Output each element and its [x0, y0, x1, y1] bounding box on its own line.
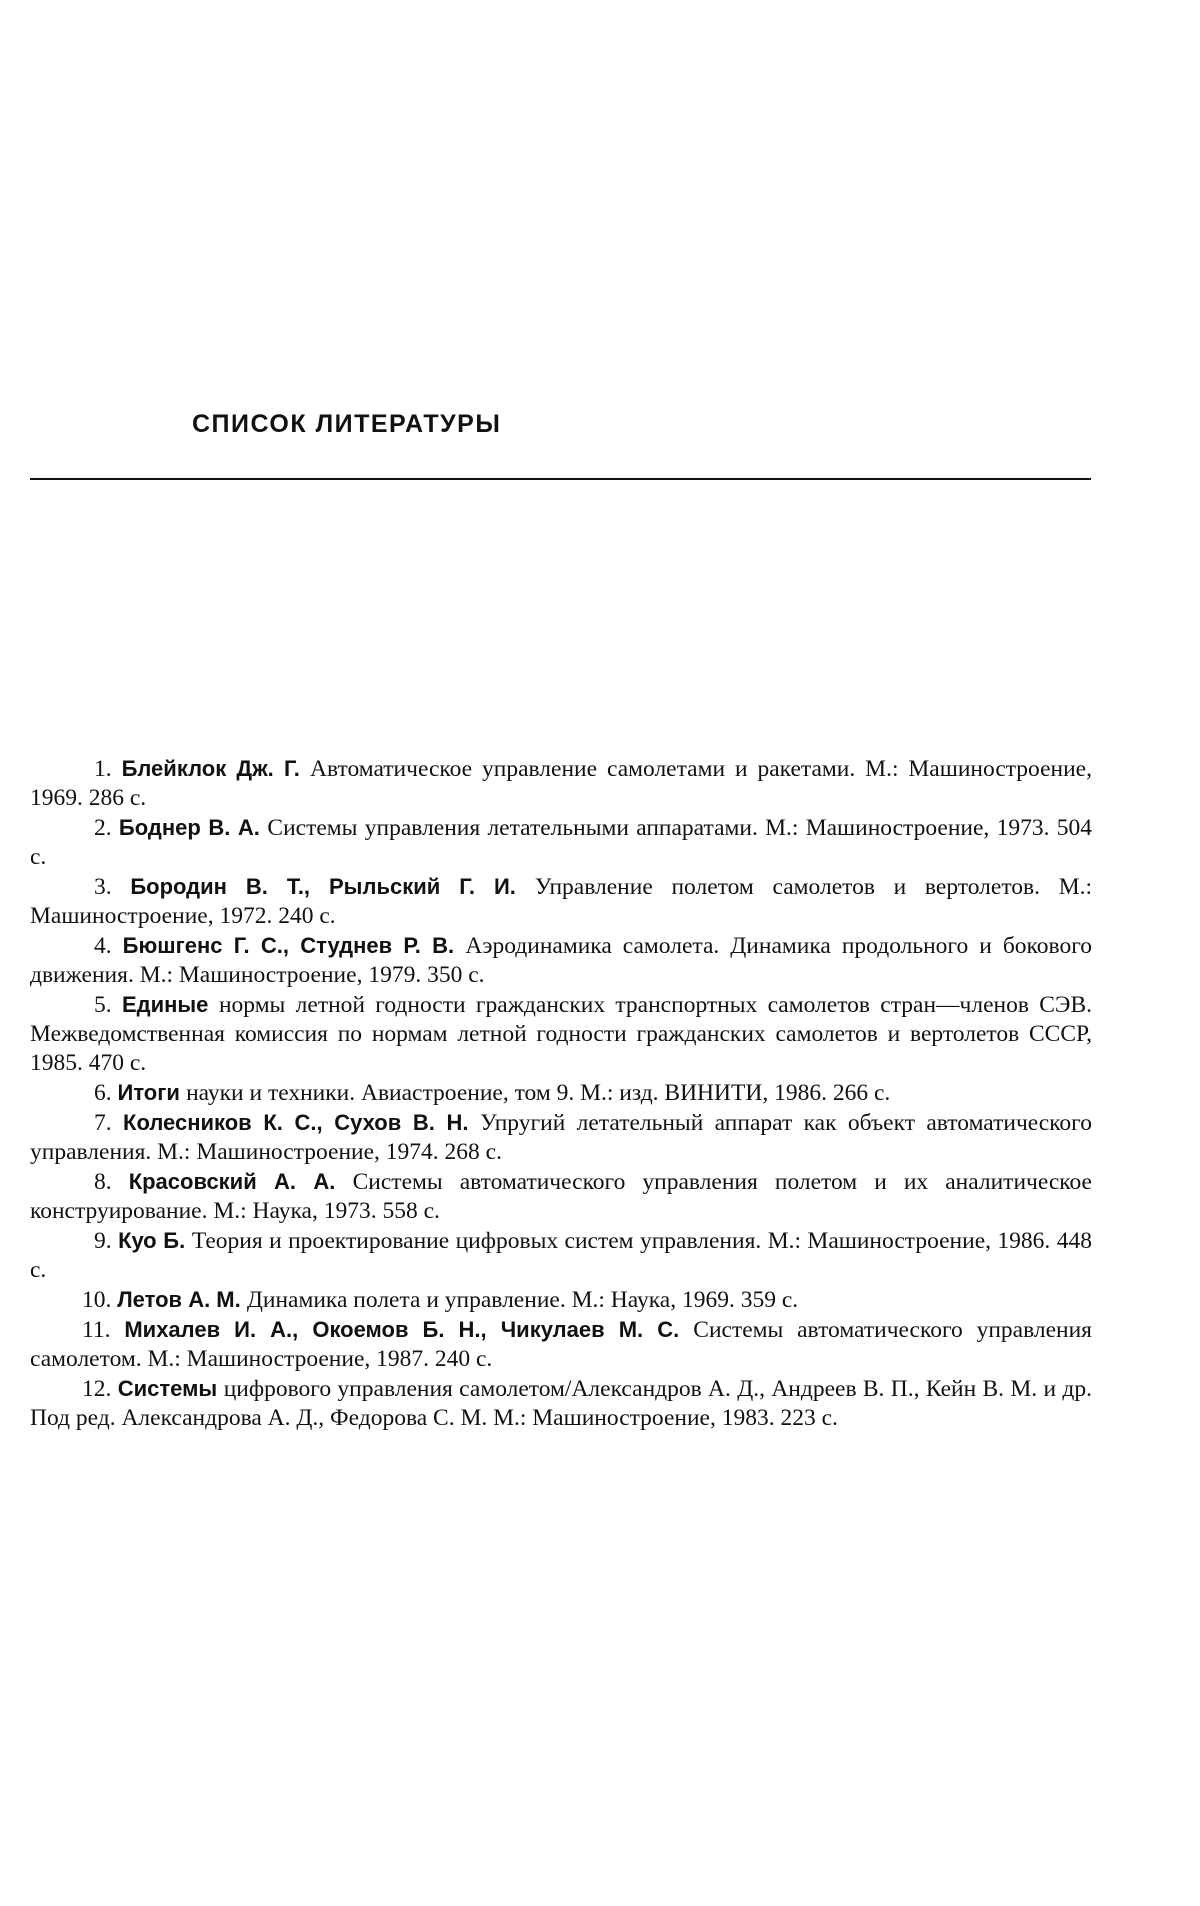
reference-number: 7. — [94, 1110, 112, 1136]
reference-item — [30, 1167, 1092, 1226]
title-divider — [30, 478, 1091, 480]
reference-authors: Итоги — [117, 1080, 180, 1105]
reference-number: 1. — [94, 756, 112, 782]
reference-text: Системы управления летательными аппаратами. М.: Машиностроение, 1973. 504 с. — [30, 815, 1092, 870]
reference-text: Теория и проектирование цифровых систем управления. М.: Машиностроение, 1986. 448 с. — [30, 1228, 1092, 1283]
reference-authors: Системы — [117, 1376, 218, 1401]
reference-item — [30, 1315, 1092, 1374]
reference-item — [30, 872, 1092, 931]
reference-number: 9. — [94, 1228, 112, 1254]
reference-authors: Красовский А. А. — [128, 1169, 336, 1194]
reference-text: цифрового управления самолетом/Александров А. Д., Андреев В. П., Кейн В. М. и др. Под ред. Александрова А. Д., Федорова С. М. М.: Машиностроение, 1983. 223 с. — [30, 1376, 1092, 1431]
reference-text: Аэродинамика самолета. Динамика продольного и бокового движения. М.: Машиностроение, 1979. 350 с. — [30, 933, 1093, 988]
reference-authors: Михалев И. А., Окоемов Б. Н., Чикулаев М. С. — [124, 1317, 680, 1342]
reference-text: Упругий летательный аппарат как объект автоматического управления. М.: Машиностроение, 1974. 268 с. — [30, 1110, 1092, 1165]
reference-authors: Единые — [121, 992, 209, 1017]
reference-number: 8. — [94, 1169, 112, 1195]
reference-item — [30, 754, 1092, 813]
reference-item — [30, 1226, 1092, 1285]
reference-authors: Бюшгенс Г. С., Студнев Р. В. — [122, 933, 455, 958]
page-title: СПИСОК ЛИТЕРАТУРЫ — [192, 410, 502, 438]
reference-authors: Бородин В. Т., Рыльский Г. И. — [130, 874, 516, 899]
reference-text: Автоматическое управление самолетами и ракетами. М.: Машиностроение, 1969. 286 с. — [30, 756, 1092, 811]
reference-number: 4. — [94, 933, 112, 959]
reference-number: 11. — [82, 1317, 111, 1343]
reference-number: 10. — [82, 1287, 112, 1313]
reference-number: 5. — [94, 992, 112, 1018]
reference-text: Системы автоматического управления самолетом. М.: Машиностроение, 1987. 240 с. — [30, 1317, 1092, 1372]
reference-item — [30, 931, 1092, 990]
reference-number: 6. — [94, 1080, 112, 1106]
reference-text: Системы автоматического управления полетом и их аналитическое конструирование. М.: Наука, 1973. 558 с. — [30, 1169, 1092, 1224]
reference-authors: Колесников К. С., Сухов В. Н. — [123, 1110, 469, 1135]
reference-text: Динамика полета и управление. М.: Наука, 1969. 359 с. — [246, 1287, 799, 1313]
reference-text: науки и техники. Авиастроение, том 9. М.: изд. ВИНИТИ, 1986. 266 с. — [186, 1080, 891, 1106]
reference-list — [30, 754, 1092, 1433]
reference-authors: Летов А. М. — [117, 1287, 241, 1312]
reference-text: нормы летной годности гражданских транспортных самолетов стран—членов СЭВ. Межведомственная комиссия по нормам летной годности гражданских самолетов и вертолетов СССР, 1985. 470 с. — [30, 992, 1092, 1076]
reference-item — [30, 813, 1092, 872]
reference-item — [30, 1374, 1092, 1433]
reference-number: 3. — [94, 874, 112, 900]
reference-item — [30, 990, 1092, 1078]
reference-authors: Боднер В. А. — [118, 815, 260, 840]
reference-item — [30, 1285, 1092, 1315]
reference-authors: Блейклок Дж. Г. — [121, 756, 300, 781]
reference-number: 12. — [82, 1376, 112, 1402]
reference-number: 2. — [94, 815, 112, 841]
reference-item — [30, 1108, 1092, 1167]
reference-authors: Куо Б. — [118, 1228, 186, 1253]
reference-item — [30, 1078, 1092, 1108]
reference-text: Управление полетом самолетов и вертолетов. М.: Машиностроение, 1972. 240 с. — [30, 874, 1093, 929]
